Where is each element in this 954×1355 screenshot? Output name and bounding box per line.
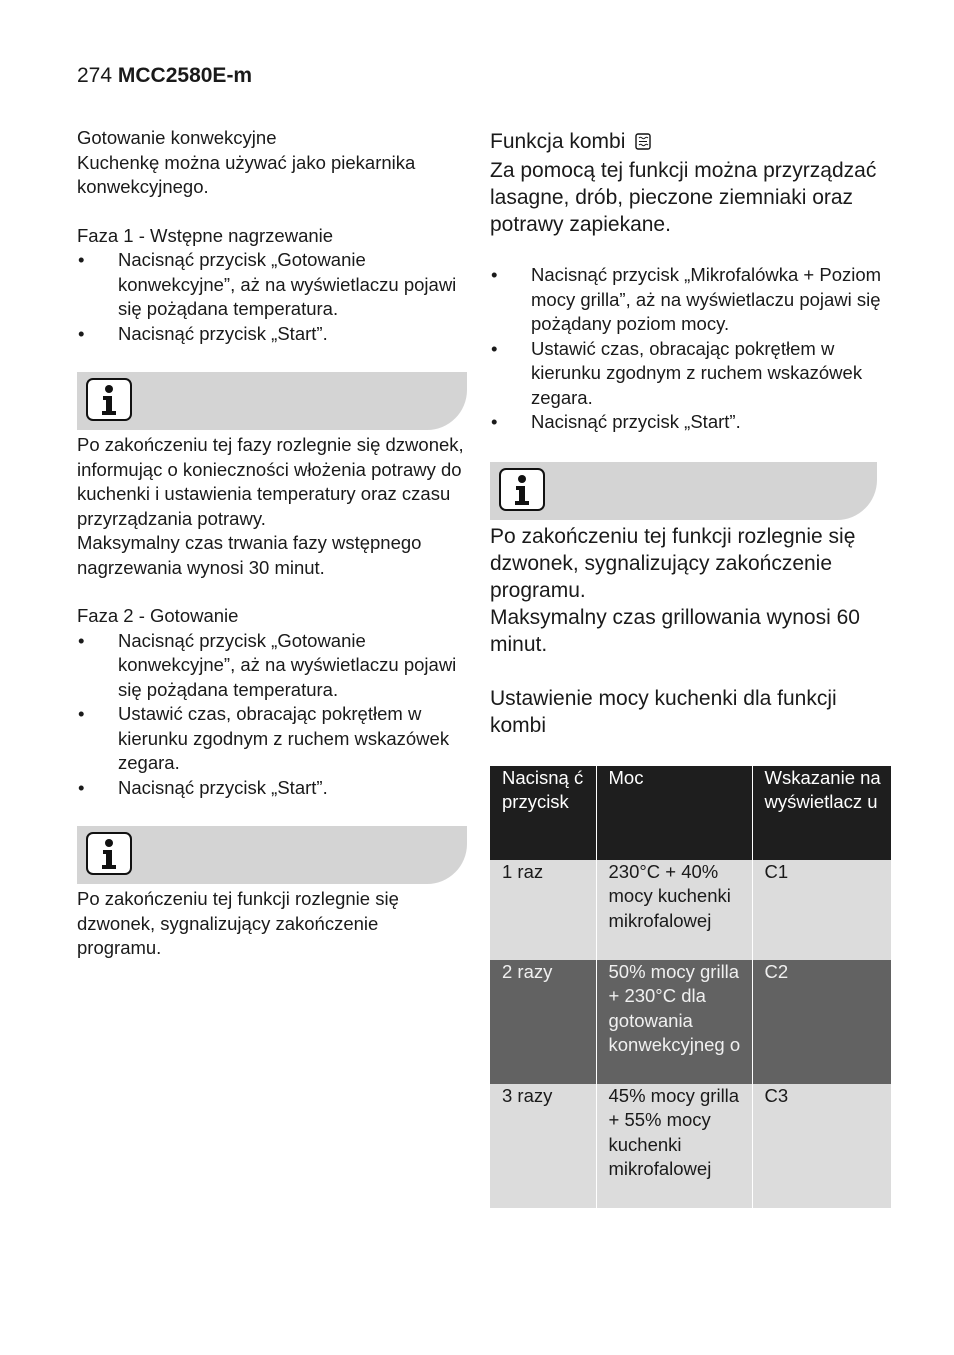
list-item: • Nacisnąć przycisk „Mikrofalówka + Poziom mocy grilla”, aż na wyświetlaczu pojawi się pożądany poziom mocy.	[491, 264, 882, 334]
table-cell: 1 raz	[490, 860, 596, 960]
bullet: •	[491, 264, 498, 285]
table-header-row	[490, 766, 891, 860]
bullet: •	[78, 776, 85, 798]
power-settings-table	[490, 766, 891, 1208]
table-cell: C3	[752, 1084, 891, 1208]
list-item: • Ustawić czas, obracając pokrętłem w kierunku zgodnym z ruchem wskazówek zegara.	[491, 337, 863, 408]
table-title: Ustawienie mocy kuchenki dla funkcji kombi	[490, 686, 837, 737]
function-title: Funkcja kombi	[490, 128, 890, 157]
list-item: • Nacisnąć przycisk „Gotowanie konwekcyjne”, aż na wyświetlaczu pojawi się pożądana temperatura.	[78, 629, 457, 700]
table-row	[490, 860, 891, 960]
info-icon	[86, 832, 132, 875]
note-text: Po zakończeniu tej fazy rozlegnie się dzwonek, informując o konieczności włożenia potrawy do kuchenki i ustawienia temperatury oraz czasu przyrządzania potrawy.	[77, 434, 464, 529]
function-intro: Za pomocą tej funkcji można przyrządzać lasagne, drób, pieczone ziemniaki oraz potrawy zapiekane.	[490, 159, 877, 236]
table-cell: 50% mocy grilla + 230°C dla gotowania konwekcyjneg o	[596, 960, 752, 1084]
table-cell: 3 razy	[490, 1084, 596, 1208]
info-note-box	[77, 826, 467, 884]
phase2-list	[77, 629, 467, 801]
combi-steps-list	[490, 263, 890, 435]
list-item: • Nacisnąć przycisk „Start”.	[77, 322, 467, 347]
table-cell: 230°C + 40% mocy kuchenki mikrofalowej	[596, 860, 752, 960]
left-column	[77, 126, 467, 961]
table-cell: C1	[752, 860, 891, 960]
table-header-cell: Nacisną ć przycisk	[490, 766, 596, 860]
bullet: •	[78, 703, 85, 724]
section-title: Gotowanie konwekcyjne	[77, 127, 277, 148]
info-icon	[86, 378, 132, 421]
table-row	[490, 960, 891, 1084]
table-cell: C2	[752, 960, 891, 1084]
phase2-title: Faza 2 - Gotowanie	[77, 605, 239, 626]
bullet: •	[491, 337, 498, 359]
bullet: •	[78, 629, 85, 651]
list-item: • Nacisnąć przycisk „Start”.	[490, 410, 890, 435]
table-cell: 2 razy	[490, 960, 596, 1084]
page-number: 274	[77, 64, 113, 87]
bullet: •	[491, 411, 498, 432]
note-text: Po zakończeniu tej funkcji rozlegnie się dzwonek, sygnalizujący zakończenie programu.	[77, 888, 399, 958]
note-text: Maksymalny czas trwania fazy wstępnego nagrzewania wynosi 30 minut.	[77, 532, 422, 578]
table-cell: 45% mocy grilla + 55% mocy kuchenki mikrofalowej	[596, 1084, 752, 1208]
phase1-title: Faza 1 - Wstępne nagrzewanie	[77, 224, 334, 246]
table-row	[490, 1084, 891, 1208]
table-header-cell: Moc	[596, 766, 752, 860]
bullet: •	[78, 322, 85, 344]
list-item: • Nacisnąć przycisk „Gotowanie konwekcyjne”, aż na wyświetlaczu pojawi się pożądana temperatura.	[78, 249, 457, 319]
info-note-box	[490, 462, 877, 520]
combi-function-icon	[635, 130, 651, 157]
table-header-cell: Wskazanie na wyświetlacz u	[752, 766, 891, 860]
bullet: •	[78, 249, 85, 270]
info-icon	[499, 468, 545, 511]
info-note-box	[77, 372, 467, 430]
page-header	[77, 64, 252, 88]
list-item: • Nacisnąć przycisk „Start”.	[77, 776, 467, 801]
phase1-list	[77, 248, 467, 346]
right-column	[490, 128, 890, 1208]
intro-text: Kuchenkę można używać jako piekarnika konwekcyjnego.	[77, 151, 416, 197]
note-text: Maksymalny czas grillowania wynosi 60 minut.	[490, 605, 860, 656]
note-text: Po zakończeniu tej funkcji rozlegnie się dzwonek, sygnalizujący zakończenie programu.	[490, 524, 856, 602]
model-name: MCC2580E-m	[117, 64, 253, 87]
list-item: • Ustawić czas, obracając pokrętłem w kierunku zgodnym z ruchem wskazówek zegara.	[78, 703, 450, 773]
